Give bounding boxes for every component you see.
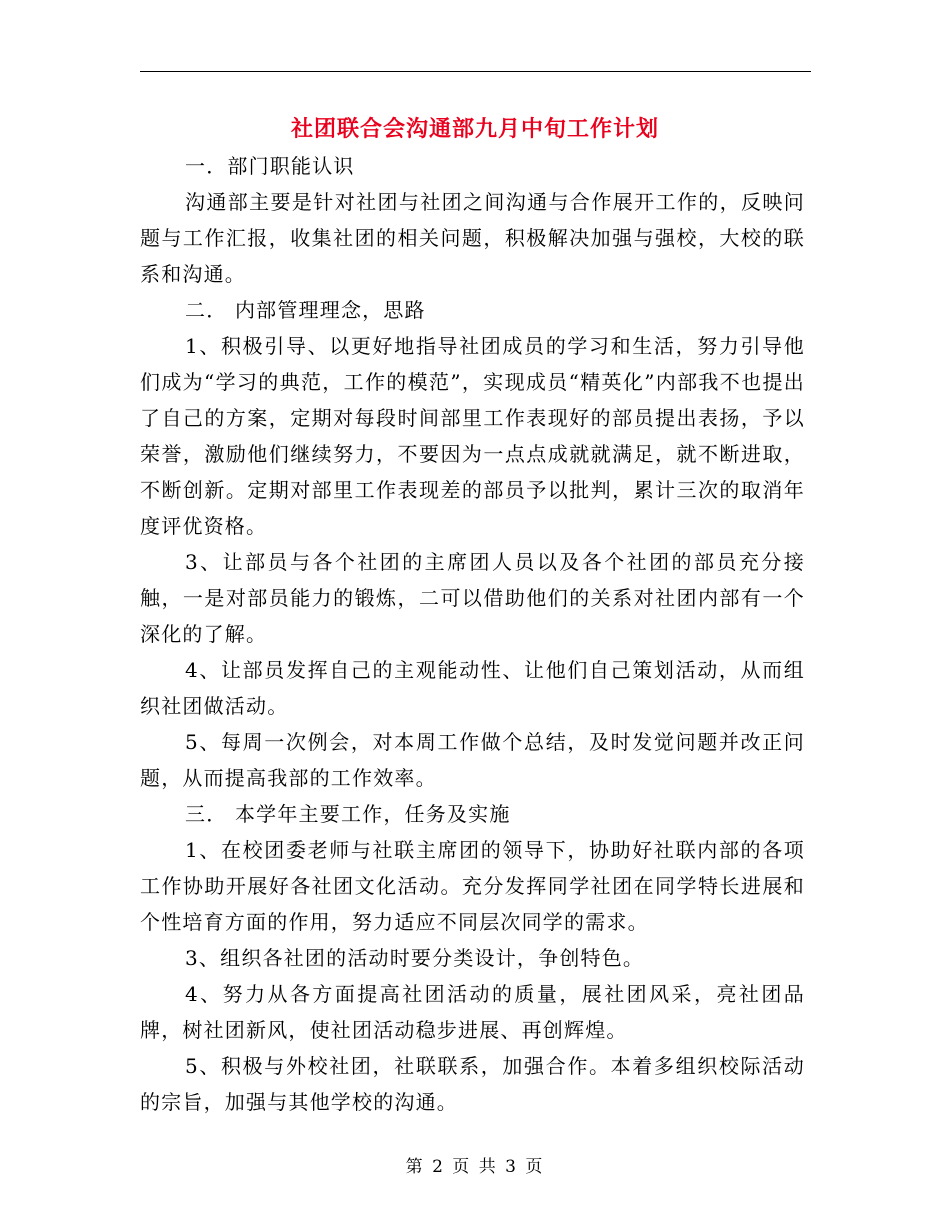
paragraph: 1、积极引导、以更好地指导社团成员的学习和生活，努力引导他们成为“学习的典范，工作的模范”，实现成员“精英化”内部我不也提出了自己的方案，定期对每段时间部里工作表现好的部员提出表扬，予以荣誉，激励他们继续努力，不要因为一点点成就就满足，就不断进取，不断创新。定期对部里工作表现差的部员予以批判，累计三次的取消年度评优资格。 <box>140 334 805 538</box>
paragraph: 3、让部员与各个社团的主席团人员以及各个社团的部员充分接触，一是对部员能力的锻炼，二可以借助他们的关系对社团内部有一个深化的了解。 <box>140 550 805 646</box>
paragraph: 3、组织各社团的活动时要分类设计，争创特色。 <box>185 946 645 970</box>
page-number: 第 2 页 共 3 页 <box>405 1157 545 1177</box>
section-heading-3: 三． 本学年主要工作，任务及实施 <box>185 802 511 826</box>
section-heading-1: 一．部门职能认识 <box>185 154 355 178</box>
document-title: 社团联合会沟通部九月中旬工作计划 <box>290 116 659 142</box>
paragraph: 4、让部员发挥自己的主观能动性、让他们自己策划活动，从而组织社团做活动。 <box>140 658 805 718</box>
paragraph: 沟通部主要是针对社团与社团之间沟通与合作展开工作的，反映问题与工作汇报，收集社团的相关问题，积极解决加强与强校，大校的联系和沟通。 <box>140 190 805 286</box>
paragraph: 5、每周一次例会，对本周工作做个总结，及时发觉问题并改正问题，从而提高我部的工作效率。 <box>140 730 805 790</box>
paragraph: 4、努力从各方面提高社团活动的质量，展社团风采，亮社团品牌，树社团新风，使社团活动稳步进展、再创辉煌。 <box>140 982 805 1042</box>
paragraph: 5、积极与外校社团，社联联系，加强合作。本着多组织校际活动的宗旨，加强与其他学校的沟通。 <box>140 1054 805 1114</box>
paragraph: 1、在校团委老师与社联主席团的领导下，协助好社联内部的各项工作协助开展好各社团文化活动。充分发挥同学社团在同学特长进展和个性培育方面的作用，努力适应不同层次同学的需求。 <box>140 838 805 934</box>
document-body <box>140 148 805 1120</box>
header-rule <box>140 71 811 72</box>
section-heading-2: 二． 内部管理理念，思路 <box>185 298 426 322</box>
